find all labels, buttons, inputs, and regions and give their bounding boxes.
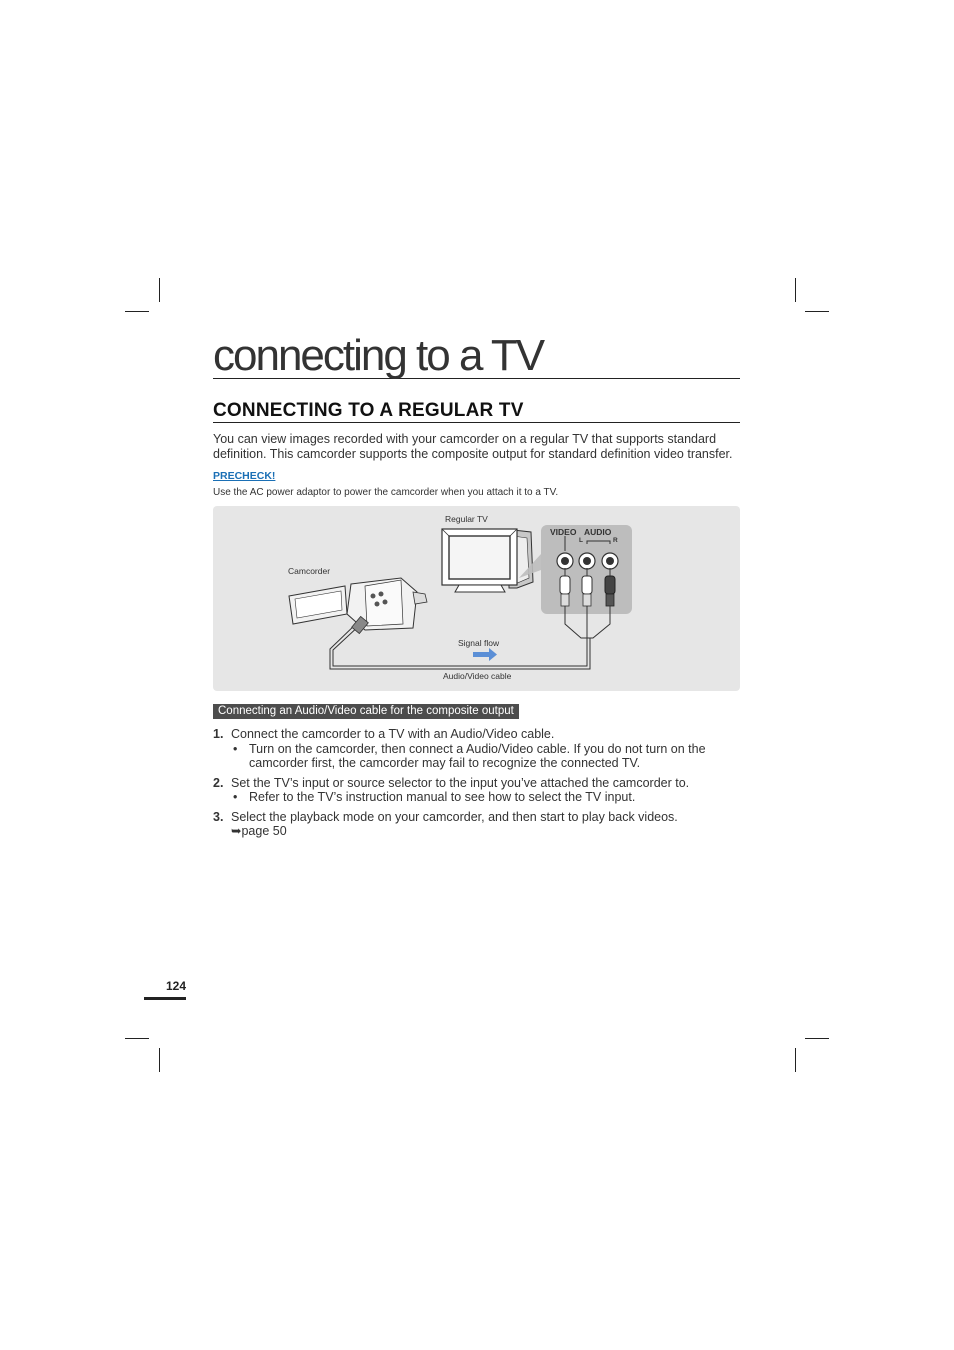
audio-label: AUDIO [584,527,612,537]
step-text: Select the playback mode on your camcorder, and then start to play back videos. [231,809,678,824]
steps-list [213,727,740,844]
page-number: 124 [144,979,186,1000]
crop-mark [805,311,829,312]
crop-mark [805,1038,829,1039]
bullet-text: Turn on the camcorder, then connect a Audio/Video cable. If you do not turn on the camcorder first, the camcorder may fail to recognize the connected TV. [249,741,706,770]
step [213,776,740,805]
subheading: Connecting an Audio/Video cable for the composite output [213,704,519,719]
step-number: 1. [213,727,224,741]
step-number: 3. [213,809,224,824]
precheck-text: Use the AC power adaptor to power the camcorder when you attach it to a TV. [213,487,559,498]
signal-flow-label: Signal flow [458,638,500,648]
section-title: CONNECTING TO A REGULAR TV [213,400,740,423]
connection-diagram [213,506,740,691]
chapter-title: connecting to a TV [213,334,740,379]
signal-flow-arrow [473,648,497,661]
cable-label: Audio/Video cable [443,671,512,681]
page-reference: ➥page 50 [231,824,287,838]
step-text: Set the TV’s input or source selector to the input you’ve attached the camcorder to. [231,775,690,790]
av-input-panel [541,525,632,614]
bullet-dot: • [233,741,238,756]
audio-left-label: L [579,537,583,544]
bullet-text: Refer to the TV’s instruction manual to see how to select the TV input. [249,790,636,804]
precheck-label: PRECHECK! [213,470,276,482]
crop-mark [159,278,160,302]
crop-mark [125,1038,149,1039]
video-label: VIDEO [550,527,577,537]
crop-mark [795,1048,796,1072]
camcorder-label: Camcorder [288,566,331,576]
tv-illustration [442,529,533,592]
step [213,727,740,771]
intro-paragraph: You can view images recorded with your camcorder on a regular TV that supports standard definition. This camcorder supports the composite output for standard definition video transfer. [213,432,733,461]
crop-mark [125,311,149,312]
bullet-dot: • [233,790,238,804]
camcorder-illustration [289,578,427,634]
regular-tv-label: Regular TV [445,514,488,524]
crop-mark [795,278,796,302]
crop-mark [159,1048,160,1072]
step-text: Connect the camcorder to a TV with an Audio/Video cable. [231,727,555,741]
step-bullet [231,790,740,805]
step-bullet [231,742,740,771]
step [213,810,740,839]
audio-right-label: R [613,537,618,544]
diagram-illustration [213,506,740,691]
step-number: 2. [213,775,224,790]
